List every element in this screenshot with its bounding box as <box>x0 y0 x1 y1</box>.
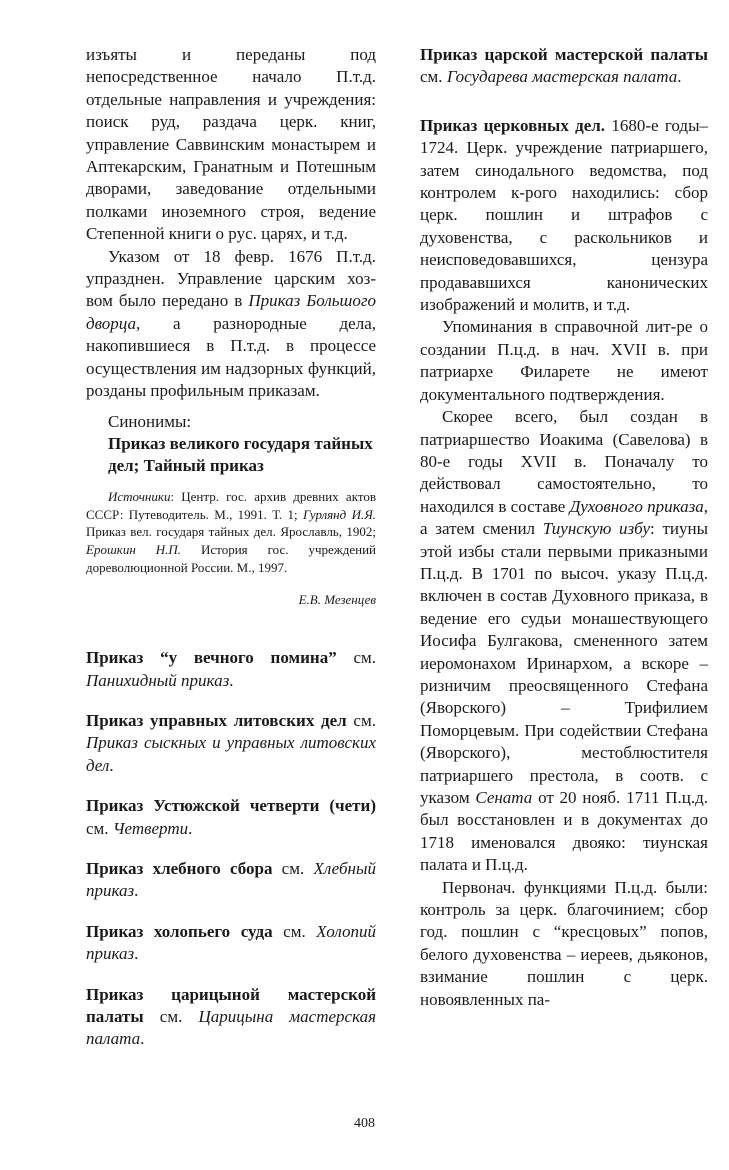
entry-tserkovnykh-del: Приказ церковных дел. 1680-е годы–1724. Церк. учреждение патриаршего, затем синодального ведомства, под контролем к-рого находились: сбор церк. пошлин и штрафов с духовенства, с раскольников и неисповедовавшихся, цензура продававшихся канонических изображений и молитв, и т.д. <box>420 115 708 315</box>
entry-term: Приказ Устюжской четверти (чети) <box>86 796 376 816</box>
cross-reference: Духовного приказа <box>569 496 704 516</box>
cross-reference: Сената <box>475 788 533 807</box>
entry-term: Приказ хлебного сбора <box>86 858 273 878</box>
entry-term: Приказ царской мастерской палаты <box>420 45 708 64</box>
sources-block: Источники: Центр. гос. архив древних актов СССР: Путеводитель. М., 1991. Т. 1; Гурлянд И.Я. Приказ вел. государя тайных дел. Ярославль, 1902; Ерошкин Н.П. История гос. учреждений дореволюционной России. М., 1997. <box>86 488 377 575</box>
right-column <box>420 44 708 1011</box>
cross-reference: Четверти <box>112 818 189 838</box>
entry-term: Приказ управных литовских дел <box>86 710 347 730</box>
entry-tsaritsynoy-masterskoy-palaty: Приказ царицыной мастерской палаты см. Царицына мастерская палата. <box>86 984 377 1049</box>
mentions-paragraph: Упоминания в справочной лит-ре о создании П.ц.д. в нач. XVII в. при патриархе Филарете не имеют документального подтверждения. <box>420 317 708 404</box>
synonyms-label: Синонимы: <box>108 411 192 431</box>
page-number: 408 <box>354 1116 375 1131</box>
entry-term: Приказ “у вечного помина” <box>86 648 337 668</box>
author-signature: Е.В. Мезенцев <box>298 591 376 607</box>
entry-tsarskoy-masterskoy-palaty: Приказ царской мастерской палаты см. Государева мастерская палата. <box>420 45 708 87</box>
entry-term: Приказ церковных дел. <box>420 115 606 135</box>
cross-reference: Царицына мастерская палата <box>86 1006 377 1049</box>
cross-reference: Панихидный приказ <box>86 670 230 690</box>
entry-term: Приказ царицыной мастерской палаты <box>86 984 376 1026</box>
entry-kholopyego-suda: Приказ холопьего суда см. Холопий приказ. <box>86 921 376 964</box>
left-column <box>86 44 376 1051</box>
cross-reference: Тиунскую избу <box>542 519 651 539</box>
entry-u-vechnogo-pomina: Приказ “у вечного помина” см. Панихидный приказ. <box>86 648 376 690</box>
cross-reference: Хлебный приказ <box>86 858 376 901</box>
entry-upravnykh-litovskikh-del: Приказ управных литовских дел см. Приказ сыскных и управных литовских дел. <box>86 710 376 775</box>
cross-reference: Приказ Большого дворца <box>86 291 376 333</box>
synonyms-terms: Приказ великого государя тайных дел; Тайный приказ <box>108 433 373 476</box>
entry-ustyuzhskoy-chetverti: Приказ Устюжской четверти (чети) см. Четверти. <box>86 796 376 838</box>
cross-reference: Приказ сыскных и управных литовских дел <box>86 733 376 775</box>
creation-paragraph: Скорее всего, был создан в патриаршество Иоакима (Савелова) в 80-е годы XVII в. Поначалу то действовал самостоятельно, то находился в составе Духовного приказа, а затем сменил Тиунскую избу: тиуны этой избы стали первыми приказными П.ц.д. В 1701 по высоч. указу П.ц.д. включен в состав Духовного приказа, в ведение его судьи монашествующего Иосифа Булгакова, смененного затем иеромонахом Иринархом, а вскоре – ризничим преосвященного Стефана (Яворского) – Трифилием Поморцевым. При содействии Стефана (Яворского), местоблюстителя патриаршего престола, в соотв. с указом Сената от 20 нояб. 1711 П.ц.д. был восстановлен и в документах до 1718 именовался двояко: тиунская палата и П.ц.д. <box>420 407 708 875</box>
continuation-paragraph: изъяты и переданы под непосредственное начало П.т.д. отдельные направления и учреждения: поиск руд, раздача церк. книг, управление Саввинским монастырем и Аптекарским, Гранатным и Потешным дворами, заведование отдельными полками иноземного строя, ведение Степенной книги о рус. царях, и т.д. <box>86 45 376 244</box>
cross-reference: Холопий приказ <box>86 921 376 964</box>
entry-khlebnogo-sbora: Приказ хлебного сбора см. Хлебный приказ. <box>86 858 376 901</box>
functions-paragraph: Первонач. функциями П.ц.д. были: контроль за церк. благочинием; сбор год. пошлин с “кресцовых” попов, белого духовенства – иереев, дьяконов, взимание пошлин с церк. новоявленных па- <box>420 877 708 1009</box>
entry-term: Приказ холопьего суда <box>86 921 273 941</box>
abolition-paragraph: Указом от 18 февр. 1676 П.т.д. упразднен. Управление царским хоз-вом было передано в Приказ Большого дворца, а разнородные дела, накопившиеся в П.т.д. в процессе осуществления им надзорных функций, розданы профильным приказам. <box>86 246 376 401</box>
cross-reference: Государева мастерская палата <box>446 67 678 87</box>
